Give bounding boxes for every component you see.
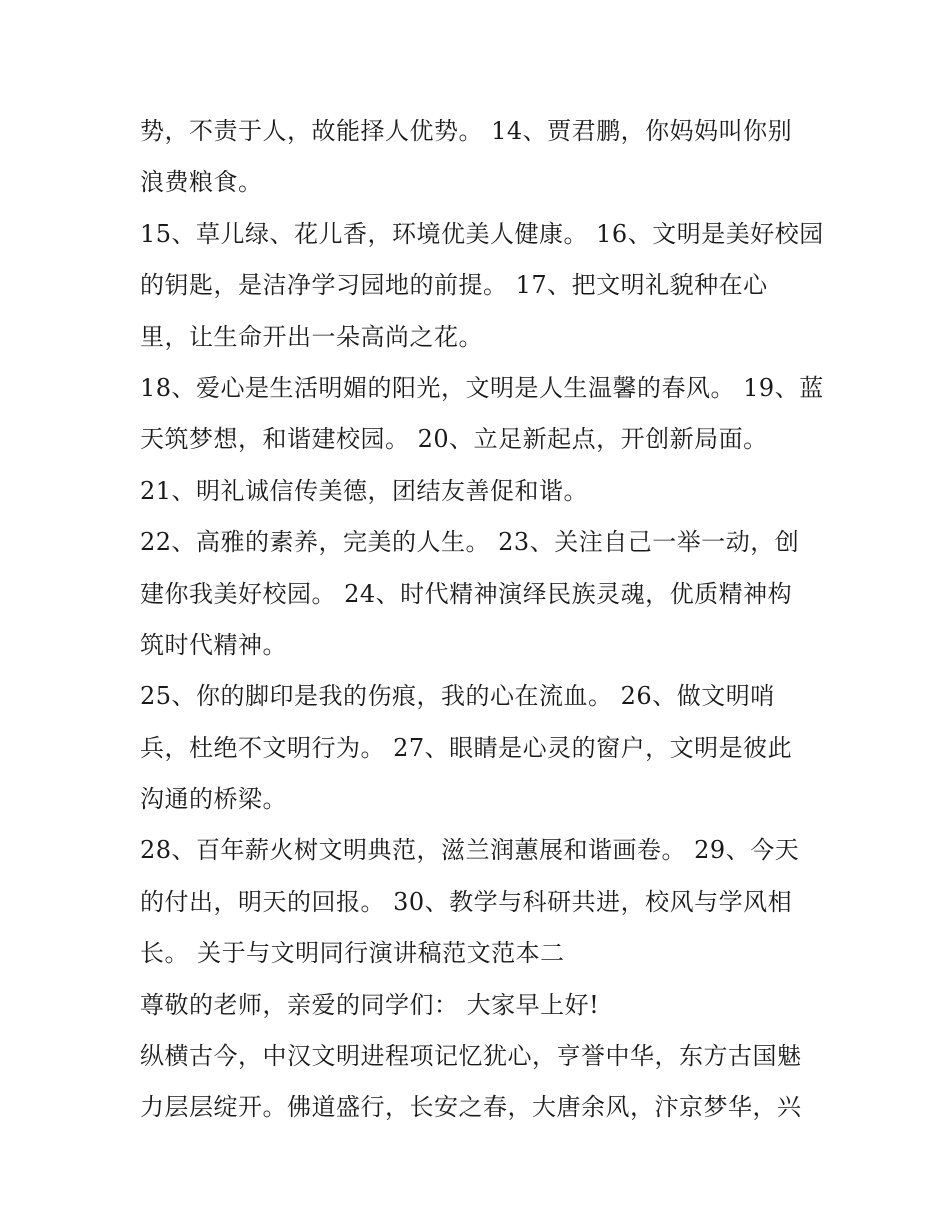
text-line: 25、你的脚印是我的伤痕，我的心在流血。 26、做文明哨 [140, 682, 775, 711]
text-line: 天筑梦想，和谐建校园。 20、立足新起点，开创新局面。 [140, 425, 768, 454]
text-line: 力层层绽开。佛道盛行，长安之春，大唐余风，汴京梦华，兴 [140, 1093, 802, 1122]
text-line: 筑时代精神。 [140, 630, 287, 659]
text-line: 28、百年薪火树文明典范，滋兰润蕙展和谐画卷。 29、今天 [140, 836, 800, 865]
text-line: 18、爱心是生活明媚的阳光，文明是人生温馨的春风。 19、蓝 [140, 373, 824, 402]
text-line: 沟通的桥梁。 [140, 785, 287, 814]
text-line: 兵，杜绝不文明行为。 27、眼睛是心灵的窗户，文明是彼此 [140, 733, 793, 762]
text-line: 建你我美好校园。 24、时代精神演绎民族灵魂，优质精神构 [140, 579, 793, 608]
text-line: 势，不责于人，故能择人优势。 14、贾君鹏，你妈妈叫你别 [140, 117, 793, 145]
text-line: 长。 关于与文明同行演讲稿范文范本二 [140, 939, 565, 968]
text-line: 浪费粮食。 [140, 168, 263, 197]
text-line: 的付出，明天的回报。 30、教学与科研共进，校风与学风相 [140, 887, 793, 916]
text-line: 纵横古今，中汉文明进程项记忆犹心，亨誉中华，东方古国魅 [140, 1042, 802, 1071]
text-line: 15、草儿绿、花儿香，环境优美人健康。 16、文明是美好校园 [140, 219, 824, 248]
text-line: 尊敬的老师，亲爱的同学们： 大家早上好! [140, 990, 600, 1019]
document-body [140, 106, 830, 1134]
text-line: 22、高雅的素养，完美的人生。 23、关注自己一举一动，创 [140, 528, 800, 557]
text-line: 21、明礼诚信传美德，团结友善促和谐。 [140, 476, 589, 505]
text-line: 里，让生命开出一朵高尚之花。 [140, 322, 483, 351]
text-line: 的钥匙，是洁净学习园地的前提。 17、把文明礼貌种在心 [140, 271, 768, 300]
